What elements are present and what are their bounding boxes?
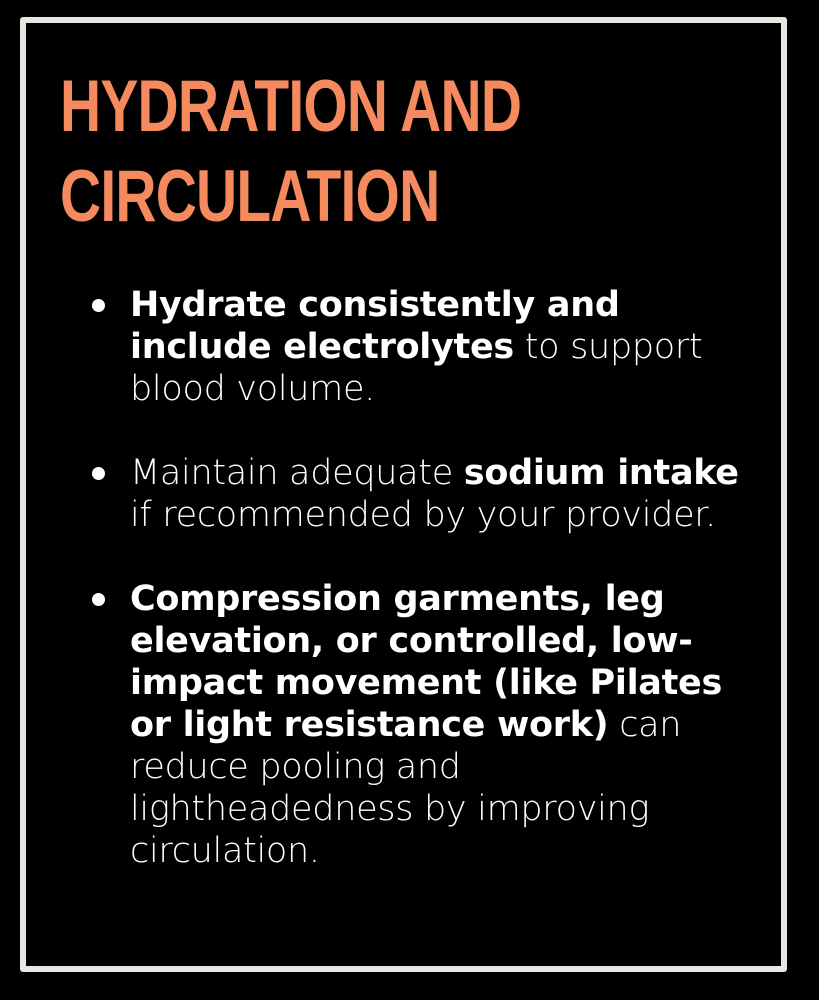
bullet-2-bold-text: sodium intake: [463, 453, 739, 493]
bullet-dot-icon: [92, 467, 105, 480]
bullet-item-compression: [92, 578, 742, 872]
bullet-dot-icon: [92, 299, 105, 312]
title-line-2: CIRCULATION: [60, 156, 440, 237]
bullet-list: [92, 284, 742, 872]
bullet-3-bold-text: Compression garments, leg elevation, or controlled, low-impact movement (like Pilates or light resistance work): [130, 579, 723, 745]
bullet-1-bold-text: Hydrate consistently and include electrolytes: [130, 285, 620, 367]
bullet-item-sodium: [92, 452, 742, 536]
bullet-dot-icon: [92, 593, 105, 606]
bullet-item-hydrate: [92, 284, 742, 410]
bullet-2-text: if recommended by your provider.: [130, 495, 716, 535]
bullet-2-lead-text: Maintain adequate: [130, 453, 464, 493]
page-title: [60, 62, 521, 242]
title-line-1: HYDRATION AND: [60, 66, 522, 147]
bullet-3-text: can reduce pooling and lightheadedness by improving circulation.: [130, 705, 682, 871]
bullet-1-text: to support blood volume.: [130, 327, 703, 409]
